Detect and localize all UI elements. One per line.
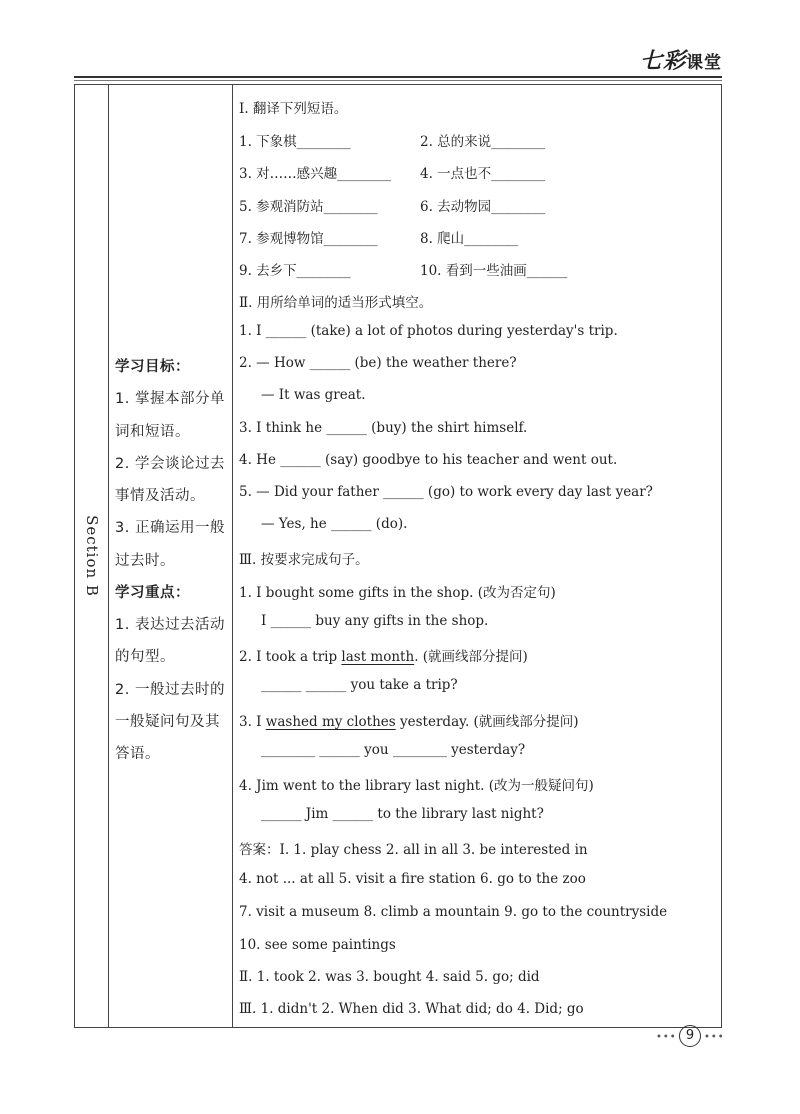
answer-key-line: Ⅱ. 1. took 2. was 3. bought 4. said 5. go; did bbox=[239, 969, 540, 985]
part1-item: 7. 参观博物馆________ bbox=[239, 231, 378, 247]
brand-suffix: 课堂 bbox=[686, 53, 722, 73]
goal-line: 的句型。 bbox=[115, 649, 175, 665]
answer-key-line: 4. not ... at all 5. visit a fire station 6. go to the zoo bbox=[239, 871, 586, 887]
exercise-column bbox=[233, 85, 721, 1027]
part1-item: 6. 去动物园________ bbox=[420, 199, 546, 215]
part1-item: 5. 参观消防站________ bbox=[239, 199, 378, 215]
part3-heading: Ⅲ. 按要求完成句子。 bbox=[239, 552, 369, 568]
goals-column bbox=[109, 85, 233, 1027]
answer-key-line: 10. see some paintings bbox=[239, 937, 396, 953]
question-instruction: . (就画线部分提问) bbox=[414, 649, 528, 665]
part2-line: 2. — How ______ (be) the weather there? bbox=[239, 355, 517, 371]
part2-line: 3. I think he ______ (buy) the shirt himself. bbox=[239, 420, 528, 436]
part3-answer-line: ______ Jim ______ to the library last night? bbox=[261, 806, 544, 822]
part1-heading: Ⅰ. 翻译下列短语。 bbox=[239, 101, 348, 117]
part3-answer-line: I ______ buy any gifts in the shop. bbox=[261, 613, 489, 629]
part3-question: 4. Jim went to the library last night. (改为一般疑问句) bbox=[239, 778, 594, 794]
part2-line: — Yes, he ______ (do). bbox=[261, 516, 408, 532]
goal-line: 1. 表达过去活动 bbox=[115, 617, 225, 633]
part3-answer-line: ________ ______ you ________ yesterday? bbox=[261, 742, 526, 758]
part1-item: 8. 爬山________ bbox=[420, 231, 519, 247]
lesson-table bbox=[74, 84, 722, 1028]
goal-line: 一般疑问句及其 bbox=[115, 714, 220, 730]
answer-key-line: Ⅲ. 1. didn't 2. When did 3. What did; do 4. Did; go bbox=[239, 1001, 584, 1017]
goal-line: 答语。 bbox=[115, 746, 160, 762]
part1-item: 10. 看到一些油画______ bbox=[420, 263, 568, 279]
underlined-phrase: washed my clothes bbox=[265, 714, 396, 730]
part2-heading: Ⅱ. 用所给单词的适当形式填空。 bbox=[239, 295, 433, 311]
brand-name: 七彩 bbox=[639, 49, 686, 74]
part3-answer-line: ______ ______ you take a trip? bbox=[261, 677, 458, 693]
part1-item: 3. 对……感兴趣________ bbox=[239, 166, 392, 182]
goal-line: 学习重点： bbox=[115, 585, 190, 601]
question-text: 3. I bbox=[239, 714, 266, 730]
decorative-dots: ••• bbox=[656, 1032, 677, 1043]
page-number: 9 bbox=[679, 1025, 701, 1047]
goal-line: 1. 掌握本部分单 bbox=[115, 391, 225, 407]
goal-line: 词和短语。 bbox=[115, 424, 190, 440]
part2-line: 5. — Did your father ______ (go) to work every day last year? bbox=[239, 484, 653, 500]
decorative-dots: ••• bbox=[704, 1032, 725, 1043]
part2-line: — It was great. bbox=[261, 387, 366, 403]
part1-item: 9. 去乡下________ bbox=[239, 263, 351, 279]
goal-line: 过去时。 bbox=[115, 553, 175, 569]
section-column bbox=[75, 85, 109, 1027]
part1-item: 2. 总的来说________ bbox=[420, 134, 546, 150]
header-rule-thin bbox=[74, 80, 722, 81]
part3-question bbox=[239, 645, 528, 665]
goal-line: 事情及活动。 bbox=[115, 488, 205, 504]
section-label: Section B bbox=[82, 515, 101, 597]
part2-line: 4. He ______ (say) goodbye to his teacher and went out. bbox=[239, 452, 618, 468]
question-instruction: yesterday. (就画线部分提问) bbox=[395, 714, 579, 730]
answer-key-line: 7. visit a museum 8. climb a mountain 9. go to the countryside bbox=[239, 904, 668, 920]
part1-item: 4. 一点也不________ bbox=[420, 166, 546, 182]
underlined-phrase: last month bbox=[341, 649, 415, 665]
question-text: 2. I took a trip bbox=[239, 649, 342, 665]
part3-question bbox=[239, 710, 579, 730]
goal-line: 2. 一般过去时的 bbox=[115, 682, 225, 698]
answer-key-line: 答案：Ⅰ. 1. play chess 2. all in all 3. be interested in bbox=[239, 842, 588, 858]
page-number-badge bbox=[656, 1023, 725, 1051]
goal-line: 3. 正确运用一般 bbox=[115, 520, 225, 536]
part3-question: 1. I bought some gifts in the shop. (改为否定句) bbox=[239, 585, 556, 601]
part1-item: 1. 下象棋________ bbox=[239, 134, 351, 150]
goal-line: 2. 学会谈论过去 bbox=[115, 456, 225, 472]
header-rule bbox=[74, 76, 722, 78]
goal-line: 学习目标： bbox=[115, 359, 190, 375]
brand-logo bbox=[640, 44, 722, 75]
part2-line: 1. I ______ (take) a lot of photos during yesterday's trip. bbox=[239, 323, 618, 339]
